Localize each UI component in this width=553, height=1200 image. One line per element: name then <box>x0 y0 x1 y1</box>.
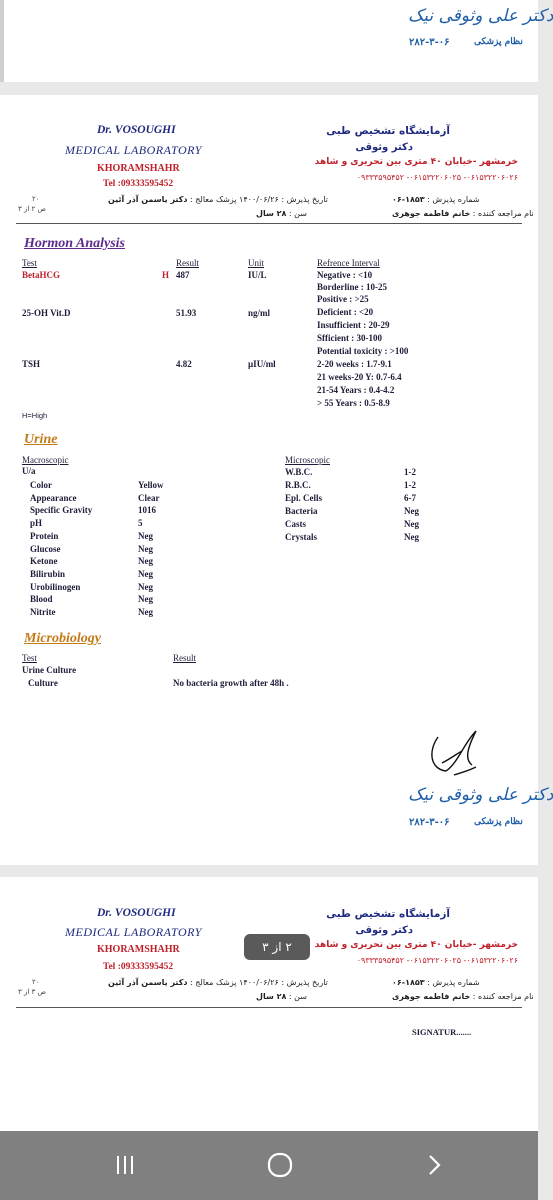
page-indicator: ص ۲ از ۳ <box>18 205 47 213</box>
micro-label: Crystals <box>285 532 317 542</box>
page-edge <box>0 0 4 82</box>
patient-name-line: نام مراجعه کننده : خانم فاطمه جوهری <box>392 209 534 218</box>
high-legend: H=High <box>22 411 48 420</box>
micro-value: 6-7 <box>404 493 416 503</box>
macro-value: 1016 <box>138 505 156 516</box>
macro-label: Protein <box>30 530 59 541</box>
address-fa-p3: خرمشهر -خیابان ۴۰ متری بین تحریری و شاهد <box>314 940 518 950</box>
date-physician-line-p3: تاریخ پذیرش : ۱۴۰۰/۰۶/۲۶ پزشک معالج : دکتر یاسمن آذر آئین <box>108 978 328 987</box>
lab-name-fa: آزمایشگاه تشخیص طبی <box>326 125 450 137</box>
test-vitd: 25-OH Vit.D <box>22 308 71 318</box>
signature-image <box>424 723 484 783</box>
micro-label: Bacteria <box>285 506 318 516</box>
reception-line-p3: شماره پذیرش : ۱۸۵۳-۰۶ <box>392 978 480 987</box>
result-betahcg: 487 <box>176 270 190 280</box>
result-tsh: 4.82 <box>176 359 192 369</box>
macro-value: Neg <box>138 581 153 592</box>
micro-value: Neg <box>404 532 419 542</box>
back-icon <box>422 1153 446 1177</box>
tel-en-p3: Tel :09333595452 <box>103 962 174 972</box>
stamp-code-main: ۲۸۲-۳-۰۶ <box>409 817 450 828</box>
macro-value: Neg <box>138 543 153 554</box>
macro-label: Urobilinogen <box>30 581 81 592</box>
micro-result-header: Result <box>173 653 197 663</box>
micro-label: W.B.C. <box>285 467 313 477</box>
macro-label: Specific Gravity <box>30 505 93 516</box>
page-badge: ۲ از ۳ <box>244 934 310 960</box>
recents-icon <box>113 1153 137 1177</box>
unit-vitd: ng/ml <box>248 308 271 318</box>
signature-label: SIGNATUR....... <box>412 1027 472 1037</box>
corner-number-p3: ۲۰ <box>32 978 40 986</box>
phones-fa-p3: ۰۶۱۵۳۲۲۰۶۰۲۶- ۰۶۱۵۳۲۲۰۶۰۲۵- ۰۹۳۳۳۵۹۵۴۵۲ <box>356 956 518 965</box>
ua-label: U/a <box>22 466 36 476</box>
culture-result: No bacteria growth after 48h . <box>173 678 289 688</box>
system-navigation-bar <box>0 1131 538 1200</box>
micro-value: Neg <box>404 519 419 529</box>
test-betahcg: BetaHCG <box>22 270 60 280</box>
macro-value: Neg <box>138 556 153 567</box>
doctor-name-fa-p3: دکتر وثوقی <box>355 925 413 936</box>
date-physician-line: تاریخ پذیرش : ۱۴۰۰/۰۶/۲۶ پزشک معالج : دکتر یاسمن آذر آئین <box>108 195 328 204</box>
city-en-p3: KHORAMSHAHR <box>97 944 180 955</box>
culture-label: Culture <box>28 678 58 688</box>
urine-culture-label: Urine Culture <box>22 665 77 675</box>
ref-tsh-4: > 55 Years : 0.5-8.9 <box>317 398 390 408</box>
macro-label: Glucose <box>30 543 61 554</box>
page-3 <box>0 877 538 1131</box>
city-en: KHORAMSHAHR <box>97 163 180 174</box>
header-divider <box>16 223 522 224</box>
macro-value: Neg <box>138 568 153 579</box>
home-icon <box>266 1151 294 1179</box>
macro-value: Neg <box>138 607 153 617</box>
macro-label: Appearance <box>30 492 77 503</box>
back-button[interactable] <box>414 1147 454 1183</box>
ref-vitd-1: Deficient : <20 <box>317 307 374 317</box>
corner-number: ۲۰ <box>32 195 40 203</box>
stamp-name-main: دکتر علی وثوقی نیک <box>408 785 553 805</box>
urine-section-title: Urine <box>24 432 58 447</box>
stamp-code: ۲۸۲-۳-۰۶ <box>409 37 450 48</box>
ref-vitd-3: Sfficient : 30-100 <box>317 333 382 343</box>
ref-betahcg-2: Borderline : 10-25 <box>317 282 387 292</box>
address-fa: خرمشهر -خیابان ۴۰ متری بین تحریری و شاهد <box>314 157 518 167</box>
page-indicator-p3: ص ۳ از ۳ <box>18 988 47 996</box>
macro-value: Neg <box>138 594 153 605</box>
macro-value: Clear <box>138 492 160 503</box>
macro-label: Blood <box>30 594 53 605</box>
macro-value: Neg <box>138 530 153 541</box>
col-unit-header: Unit <box>248 258 265 268</box>
micro-value: 1-2 <box>404 480 416 490</box>
patient-name-line-p3: نام مراجعه کننده : خانم فاطمه جوهری <box>392 992 534 1001</box>
stamp-code-label-main: نظام پزشکی <box>474 817 523 827</box>
ref-betahcg-3: Positive : >25 <box>317 294 369 304</box>
unit-tsh: µIU/ml <box>248 359 276 369</box>
result-vitd: 51.93 <box>176 308 197 318</box>
micro-value: 1-2 <box>404 467 416 477</box>
home-button[interactable] <box>260 1147 300 1183</box>
reception-line: شماره پذیرش : ۱۸۵۳-۰۶ <box>392 195 480 204</box>
macro-label: pH <box>30 518 43 529</box>
macroscopic-header: Macroscopic <box>22 455 69 465</box>
micro-label: R.B.C. <box>285 480 311 490</box>
doctor-name-en-p3: Dr. VOSOUGHI <box>97 907 176 919</box>
ref-tsh-2: 21 weeks-20 Y: 0.7-6.4 <box>317 372 402 382</box>
col-test-header: Test <box>22 258 37 268</box>
col-ref-header: Refrence Interval <box>317 258 380 268</box>
age-line-p3: سن : ۲۸ سال <box>256 992 307 1001</box>
microscopic-header: Microscopic <box>285 455 330 465</box>
ref-tsh-1: 2-20 weeks : 1.7-9.1 <box>317 359 392 369</box>
page-2 <box>0 95 553 865</box>
recents-button[interactable] <box>105 1147 145 1183</box>
micro-test-header: Test <box>22 653 37 663</box>
ref-betahcg-1: Negative : <10 <box>317 270 373 280</box>
ref-vitd-4: Potential toxicity : >100 <box>317 346 409 356</box>
phones-fa: ۰۶۱۵۳۲۲۰۶۰۲۶- ۰۶۱۵۳۲۲۰۶۰۲۵- ۰۹۳۳۳۵۹۵۴۵۲ <box>356 173 518 182</box>
doctor-name-en: Dr. VOSOUGHI <box>97 124 176 136</box>
age-line: سن : ۲۸ سال <box>256 209 307 218</box>
macro-value: 5 <box>138 518 143 529</box>
microbiology-section-title: Microbiology <box>24 631 101 646</box>
stamp-name: دکتر علی وثوقی نیک <box>408 6 553 26</box>
tel-en: Tel :09333595452 <box>103 179 174 189</box>
micro-value: Neg <box>404 506 419 516</box>
hormone-section-title: Hormon Analysis <box>24 236 126 251</box>
macro-label: Bilirubin <box>30 568 66 579</box>
macro-label: Nitrite <box>30 607 56 617</box>
ref-tsh-3: 21-54 Years : 0.4-4.2 <box>317 385 395 395</box>
high-flag: H <box>162 270 170 280</box>
micro-label: Casts <box>285 519 307 529</box>
doctor-name-fa: دکتر وثوقی <box>355 142 413 153</box>
macro-label: Ketone <box>30 556 58 567</box>
page-1-fragment <box>0 0 553 82</box>
lab-name-fa-p3: آزمایشگاه تشخیص طبی <box>326 908 450 920</box>
lab-name-en: MEDICAL LABORATORY <box>65 143 202 157</box>
stamp-code-label: نظام پزشکی <box>474 37 523 47</box>
macro-value: Yellow <box>138 480 164 490</box>
col-result-header: Result <box>176 258 200 268</box>
ref-vitd-2: Insufficient : 20-29 <box>317 320 390 330</box>
macro-label: Color <box>30 480 52 490</box>
lab-name-en-p3: MEDICAL LABORATORY <box>65 925 202 939</box>
test-tsh: TSH <box>22 359 41 369</box>
unit-betahcg: IU/L <box>248 270 267 280</box>
micro-label: Epl. Cells <box>285 493 323 503</box>
header-divider-p3 <box>16 1007 522 1008</box>
